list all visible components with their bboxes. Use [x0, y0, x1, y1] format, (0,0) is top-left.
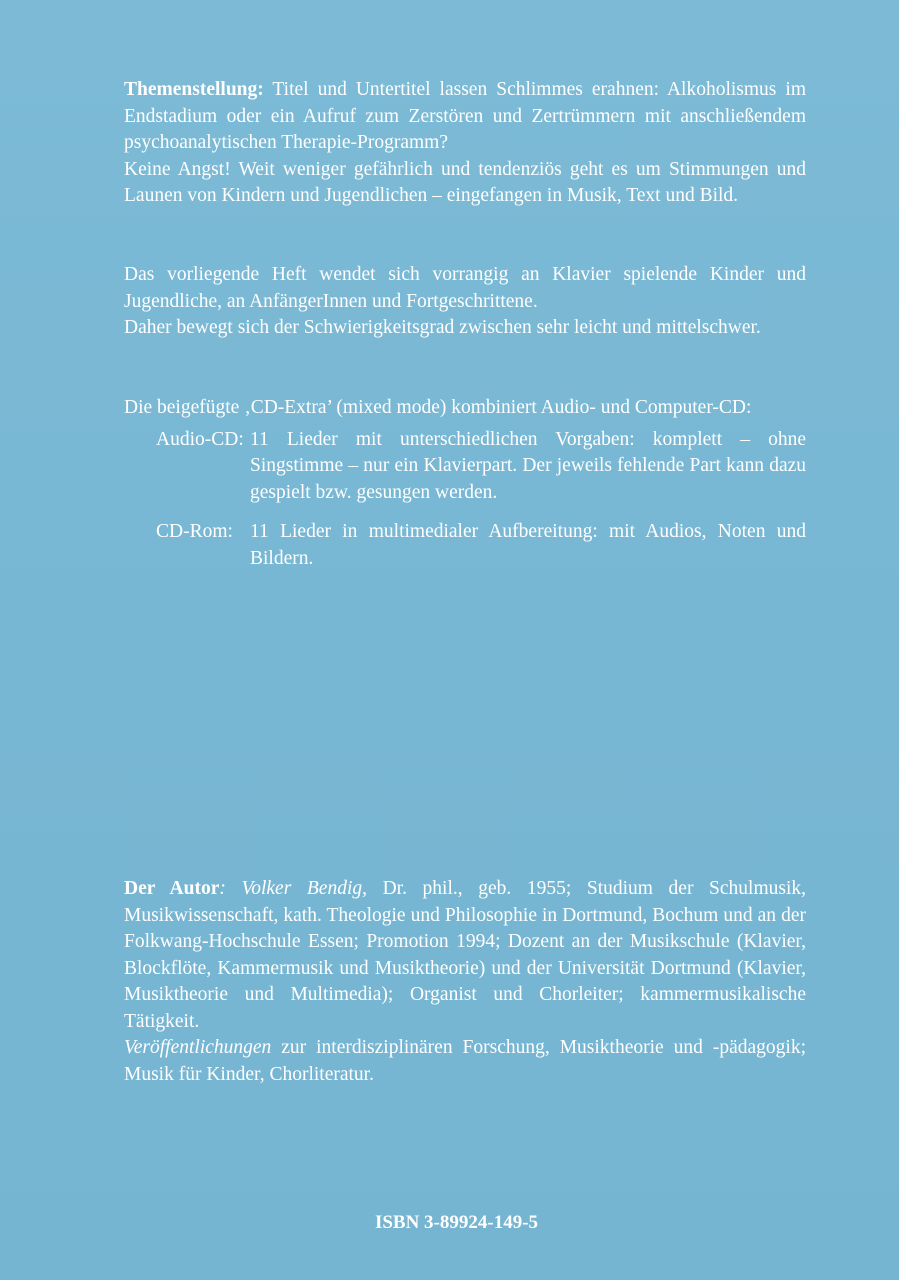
cd-item-description: 11 Lieder in multimedialer Aufbereitung: mit Audios, Noten und Bildern.	[250, 521, 806, 569]
cd-item-audio	[124, 427, 806, 507]
publications-text: zur interdisziplinären Forschung, Musiktheorie und -pädagogik; Musik für Kinder, Chorliteratur.	[124, 1037, 806, 1085]
publications-heading: Veröffentlichungen	[124, 1037, 272, 1058]
cd-item-description: 11 Lieder mit unterschiedlichen Vorgaben: komplett – ohne Singstimme – nur ein Klavierpart. Der jeweils fehlende Part kann dazu gespielt bzw. gesungen werden.	[250, 428, 806, 503]
cd-item-rom	[124, 519, 806, 572]
author-name: Volker Bendig	[241, 878, 363, 899]
author-paragraph	[124, 876, 806, 1035]
cd-intro: Die beigefügte ‚CD-Extra’ (mixed mode) kombiniert Audio- und Computer-CD:	[124, 397, 752, 418]
difficulty-paragraph: Daher bewegt sich der Schwierigkeitsgrad zwischen sehr leicht und mittelschwer.	[124, 317, 761, 338]
audience-paragraph: Das vorliegende Heft wendet sich vorrangig an Klavier spielende Kinder und Jugendliche, an AnfängerInnen und Fortgeschrittene.	[124, 264, 806, 312]
theme-paragraph-2: Keine Angst! Weit weniger gefährlich und tendenziös geht es um Stimmungen und Launen von Kindern und Jugendlichen – eingefangen in Musik, Text und Bild.	[124, 158, 806, 206]
author-section	[124, 876, 806, 1088]
cd-item-label: Audio-CD:	[156, 428, 244, 450]
theme-section	[124, 77, 806, 210]
cd-list	[124, 427, 806, 573]
theme-heading: Themenstellung:	[124, 79, 264, 100]
isbn: ISBN 3-89924-149-5	[374, 1212, 539, 1233]
cd-section	[124, 395, 806, 572]
author-heading: Der Autor	[124, 878, 220, 899]
theme-paragraph	[124, 77, 806, 157]
author-colon: :	[219, 878, 242, 899]
cd-item-label: CD-Rom:	[156, 521, 233, 542]
publications-paragraph	[124, 1035, 806, 1088]
theme-text: Titel und Untertitel lassen Schlimmes erahnen: Alkoholismus im Endstadium oder ein Aufruf zum Zerstören und Zertrümmern mit anschließendem psychoanalytischen Therapie-Programm?	[124, 79, 806, 153]
audience-section	[124, 262, 806, 342]
author-bio: , Dr. phil., geb. 1955; Studium der Schulmusik, Musikwissenschaft, kath. Theologie und Philosophie in Dortmund, Bochum und an der Folkwang-Hochschule Essen; Promotion 1994; Dozent an der Musikschule (Klavier, Blockflöte, Kammermusik und Musiktheorie) und der Universität Dortmund (Klavier, Musiktheorie und Multimedia); Organist und Chorleiter; kammermusikalische Tätigkeit.	[124, 878, 806, 1032]
